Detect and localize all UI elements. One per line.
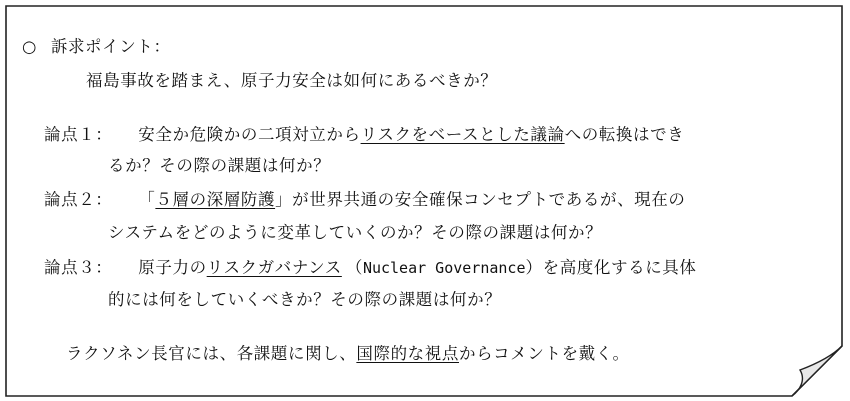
point-3-label: 論点３：: [44, 258, 113, 277]
closing-line: [66, 343, 630, 365]
point-3-line-2: 的には何をしていくべきか？その際の課題は何か？: [108, 290, 502, 309]
point-2-label: 論点２：: [44, 190, 113, 209]
point-3-text-after: ）を高度化するに具体: [525, 258, 697, 277]
point-1-text-after: への転換はでき: [564, 125, 685, 144]
point-1-label: 論点１：: [44, 125, 113, 144]
point-2-line-2: システムをどのように変革していくのか？その際の課題は何か？: [108, 223, 603, 242]
point-3-latin-term: Nuclear Governance: [362, 259, 526, 277]
point-2-line-1: [44, 189, 685, 211]
closing-text-before: ラクソネン長官には、各課題に関し、: [66, 344, 357, 363]
point-1-line-1: [44, 124, 684, 146]
point-3-paren-open: （: [345, 258, 363, 277]
point-1-underlined-phrase: リスクをベースとした議論: [360, 125, 565, 144]
bullet-circle-icon: ○: [22, 37, 37, 56]
closing-underlined-phrase: 国際的な視点: [356, 344, 459, 363]
point-3-line-1: [44, 257, 697, 279]
point-1-line-2: るか？その際の課題は何か？: [108, 156, 331, 175]
heading-line: [22, 36, 171, 58]
point-3-text-before: 原子力の: [138, 258, 207, 277]
point-1-text-before: 安全か危険かの二項対立から: [138, 125, 361, 144]
heading-label: 訴求ポイント：: [50, 37, 171, 56]
point-2-text-before: 「: [138, 190, 156, 209]
main-question: 福島事故を踏まえ、原子力安全は如何にあるべきか？: [86, 71, 498, 90]
point-3-underlined-phrase: リスクガバナンス: [206, 258, 342, 277]
closing-text-after: からコメントを戴く。: [458, 344, 630, 363]
point-2-underlined-phrase: ５層の深層防護: [155, 190, 276, 209]
point-2-text-after: 」が世界共通の安全確保コンセプトであるが、現在の: [275, 190, 686, 209]
